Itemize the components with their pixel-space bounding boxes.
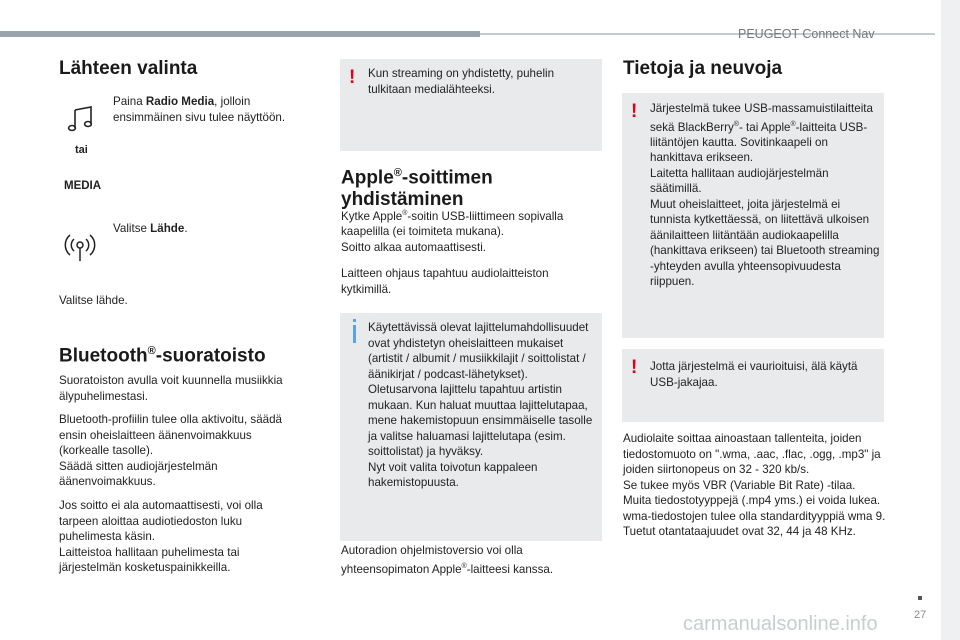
select-source-text: Valitse lähde.: [59, 294, 128, 307]
info-sorting-text: Käytettävissä olevat lajittelumahdollisuudet ovat yhdistetyn oheislaitteen mukaiset (artistit / albumit / musiikkilajit / soittolistat / äänikirjat / podcast-lähetykset). Oletusarvona lajittelu tapahtuu artistin mukaan. Kun haluat muuttaa lajittelutapaa, mene hakemistopuun ensimmäiselle tasolle ja valitse haluamasi lajittelutapa (esim. soittolistat) ja hyväksy. Nyt voit valita toivotun kappaleen hakemistopuusta.: [368, 321, 593, 489]
or-label: tai: [75, 144, 88, 156]
warning-streaming-text: Kun streaming on yhdistetty, puhelin tulkitaan medialähteeksi.: [368, 67, 555, 96]
media-button-label: MEDIA: [64, 180, 102, 192]
bluetooth-paragraph-2: Bluetooth-profiilin tulee olla aktivoitu, säädä ensin oheislaitteen äänenvoimakkuus (korkealle tasolle). Säädä sitten audiojärjestelmän äänenvoimakkuus.: [59, 413, 282, 488]
warning-box-hub: [622, 349, 884, 422]
info-box-sorting: [340, 313, 602, 541]
apple-paragraph-2: Laitteen ohjaus tapahtuu audiolaitteiston kytkimillä.: [341, 267, 549, 296]
file-format-paragraph: Audiolaite soittaa ainoastaan tallenteita, joiden tiedostomuoto on ".wma, .aac, .flac, .ogg, .mp3" ja joiden siirtonopeus on 32 - 320 kb/s. Se tukee myös VBR (Variable Bit Rate) -tilaa. Muita tiedostotyyppejä (.mp4 yms.) ei voida lukea. wma-tiedostojen tulee olla standardityyppiä wma 9. Tuetut otantataajuudet ovat 32, 44 ja 48 KHz.: [623, 432, 886, 538]
page-number: 27: [914, 609, 927, 621]
section-title-source: Lähteen valinta: [59, 58, 198, 79]
watermark: carmanualsonline.info: [683, 613, 878, 635]
apple-paragraph-1: Kytke Apple®-soitin USB-liittimeen sopivalla kaapelilla (ei toimiteta mukana). Soitto alkaa automaattisesti.: [341, 209, 564, 254]
warning-usb-text: Järjestelmä tukee USB-massamuistilaitteita sekä BlackBerry®- tai Apple®-laitteita USB-liitäntöjen kautta. Sovitinkaapeli on hankittava erikseen. Laitetta hallitaan audiojärjestelmän säätimillä. Muut oheislaitteet, joita järjestelmä ei tunnista kytkettäessä, on liitettävä ulkoisen äänilaitteen liitäntään audiokaapelilla (hankittava erikseen) tai Bluetooth streaming -yhteyden avulla yhteensopivuudesta riippuen.: [650, 102, 880, 289]
warning-icon: !: [631, 357, 638, 378]
section-title-info: Tietoja ja neuvoja: [623, 58, 783, 79]
header-bar-dark: [0, 31, 480, 37]
page-marker: [918, 596, 922, 600]
header-brand: PEUGEOT Connect Nav: [738, 27, 875, 41]
step-select-source: Valitse Lähde.: [113, 222, 188, 235]
warning-icon: !: [349, 67, 356, 88]
music-note-icon: [66, 104, 96, 134]
info-icon: [353, 325, 356, 343]
section-title-apple: Apple®-soittimen yhdistäminen: [341, 167, 493, 211]
warning-box-usb: [622, 93, 884, 338]
warning-hub-text: Jotta järjestelmä ei vaurioituisi, älä käytä USB-jakajaa.: [650, 360, 858, 389]
page-side-strip: [941, 0, 960, 640]
warning-icon: !: [631, 101, 638, 122]
warning-box-streaming: [340, 59, 602, 151]
radio-source-icon: [64, 231, 96, 263]
apple-compatibility-text: Autoradion ohjelmistoversio voi olla yhteensopimaton Apple®-laitteesi kanssa.: [341, 544, 554, 576]
section-title-bluetooth: Bluetooth®-suoratoisto: [59, 345, 266, 367]
bluetooth-paragraph-1: Suoratoiston avulla voit kuunnella musiikkia älypuhelimestasi.: [59, 374, 283, 403]
step-press-radio-media: Paina Radio Media, jolloin ensimmäinen sivu tulee näyttöön.: [113, 95, 286, 124]
bluetooth-paragraph-3: Jos soitto ei ala automaattisesti, voi olla tarpeen aloittaa audiotiedoston luku puhelimesta käsin. Laitteistoa hallitaan puhelimesta tai järjestelmän kosketuspainikkeilla.: [59, 499, 263, 574]
